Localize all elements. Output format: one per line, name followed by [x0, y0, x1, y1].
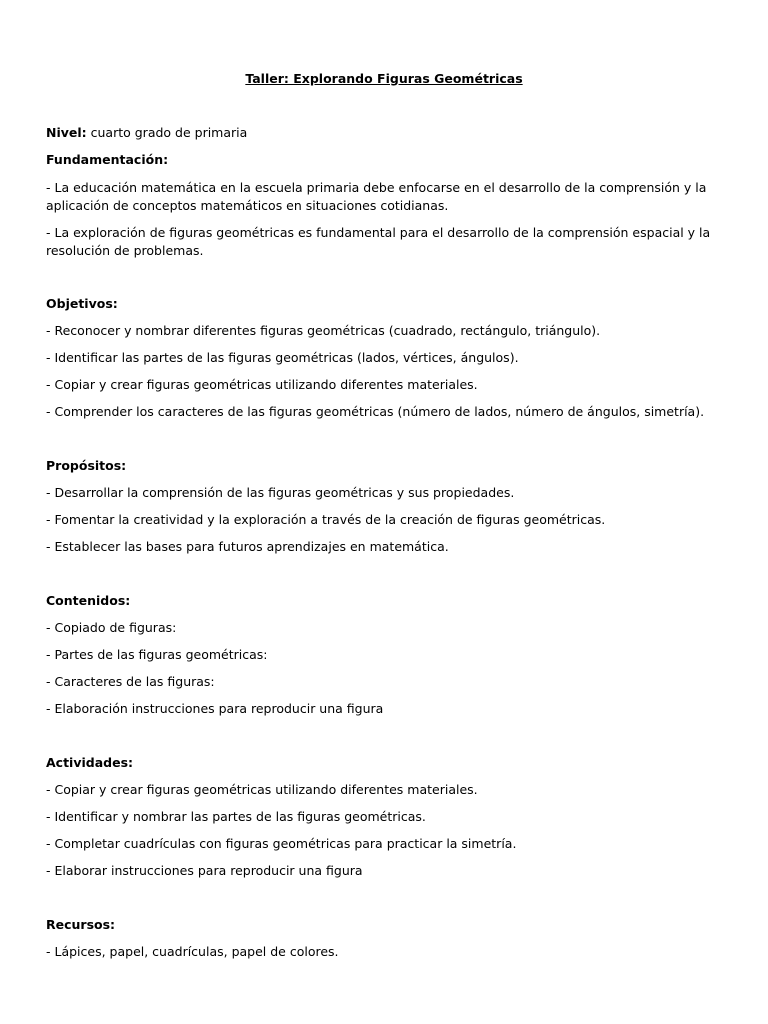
fundamentacion-item: - La exploración de figuras geométricas es fundamental para el desarrollo de la comprensión espacial y la resolución de problemas.	[46, 225, 711, 258]
propositos-item: - Desarrollar la comprensión de las figuras geométricas y sus propiedades.	[46, 485, 515, 500]
section-spacer	[46, 566, 722, 593]
section-spacer	[46, 728, 722, 755]
actividades-heading: Actividades:	[46, 755, 134, 770]
contenidos-item: - Copiado de figuras:	[46, 620, 177, 635]
contenidos-item: - Caracteres de las figuras:	[46, 674, 215, 689]
fundamentacion-item: - La educación matemática en la escuela primaria debe enfocarse en el desarrollo de la comprensión y la aplicación de conceptos matemáticos en situaciones cotidianas.	[46, 180, 707, 213]
section-spacer	[46, 431, 722, 458]
fundamentacion-heading: Fundamentación:	[46, 152, 169, 167]
propositos-item: - Fomentar la creatividad y la exploración a través de la creación de figuras geométricas.	[46, 512, 606, 527]
nivel-line	[46, 125, 722, 141]
actividades-item: - Completar cuadrículas con figuras geométricas para practicar la simetría.	[46, 836, 517, 851]
section-spacer	[46, 890, 722, 917]
contenidos-heading: Contenidos:	[46, 593, 131, 608]
contenidos-item: - Elaboración instrucciones para reproducir una figura	[46, 701, 384, 716]
objetivos-heading: Objetivos:	[46, 296, 118, 311]
actividades-item: - Copiar y crear figuras geométricas utilizando diferentes materiales.	[46, 782, 478, 797]
contenidos-item: - Partes de las figuras geométricas:	[46, 647, 268, 662]
objetivos-item: - Reconocer y nombrar diferentes figuras geométricas (cuadrado, rectángulo, triángulo).	[46, 323, 601, 338]
actividades-item: - Elaborar instrucciones para reproducir una figura	[46, 863, 363, 878]
objetivos-item: - Identificar las partes de las figuras geométricas (lados, vértices, ángulos).	[46, 350, 519, 365]
nivel-value: cuarto grado de primaria	[86, 125, 248, 140]
document-body	[46, 125, 722, 971]
recursos-item: - Lápices, papel, cuadrículas, papel de colores.	[46, 944, 339, 959]
propositos-heading: Propósitos:	[46, 458, 127, 473]
propositos-item: - Establecer las bases para futuros aprendizajes en matemática.	[46, 539, 449, 554]
recursos-heading: Recursos:	[46, 917, 116, 932]
objetivos-item: - Copiar y crear figuras geométricas utilizando diferentes materiales.	[46, 377, 478, 392]
nivel-label: Nivel:	[46, 125, 87, 140]
document-title: Taller: Explorando Figuras Geométricas	[245, 71, 523, 86]
section-spacer	[46, 269, 722, 296]
objetivos-item: - Comprender los caracteres de las figuras geométricas (número de lados, número de ángulos, simetría).	[46, 404, 705, 419]
actividades-item: - Identificar y nombrar las partes de las figuras geométricas.	[46, 809, 426, 824]
